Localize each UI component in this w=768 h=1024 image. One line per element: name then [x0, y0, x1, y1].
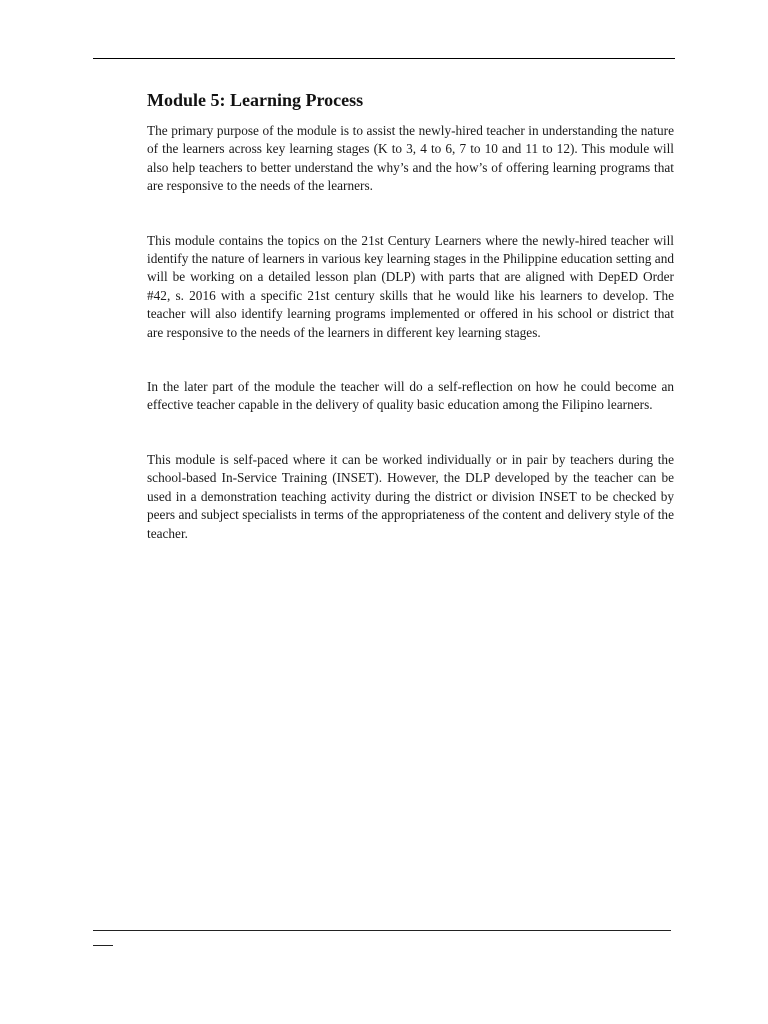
paragraph-topics: This module contains the topics on the 21st Century Learners where the newly-hired teacher will identify the nature of learners in various key learning stages in the Philippine education setting and will be working on a detailed lesson plan (DLP) with parts that are aligned with DepED Order #42, s. 2016 with a specific 21st century skills that he would like his learners to develop. The teacher will also identify learning programs implemented or offered in his school or district that are responsive to the needs of the learners in different key learning stages.	[147, 232, 674, 340]
header-rule	[93, 58, 675, 59]
paragraph-self-paced: This module is self-paced where it can be worked individually or in pair by teachers during the school-based In-Service Training (INSET). However, the DLP developed by the teacher can be used in a demonstration teaching activity during the district or division INSET to be checked by peers and subject specialists in terms of the appropriateness of the content and delivery style of the teacher.	[147, 451, 674, 541]
paragraph-self-reflection: In the later part of the module the teacher will do a self-reflection on how he could become an effective teacher capable in the delivery of quality basic education among the Filipino learners.	[147, 379, 674, 413]
document-body	[147, 88, 674, 543]
module-title: Module 5: Learning Process	[147, 90, 364, 110]
footer-rule	[93, 930, 671, 931]
footer-rule-continuation	[93, 945, 113, 946]
paragraph-purpose: The primary purpose of the module is to assist the newly-hired teacher in understanding the nature of the learners across key learning stages (K to 3, 4 to 6, 7 to 10 and 11 to 12). This module will also help teachers to better understand the why’s and the how’s of offering learning programs that are responsive to the needs of the learners.	[147, 123, 674, 194]
